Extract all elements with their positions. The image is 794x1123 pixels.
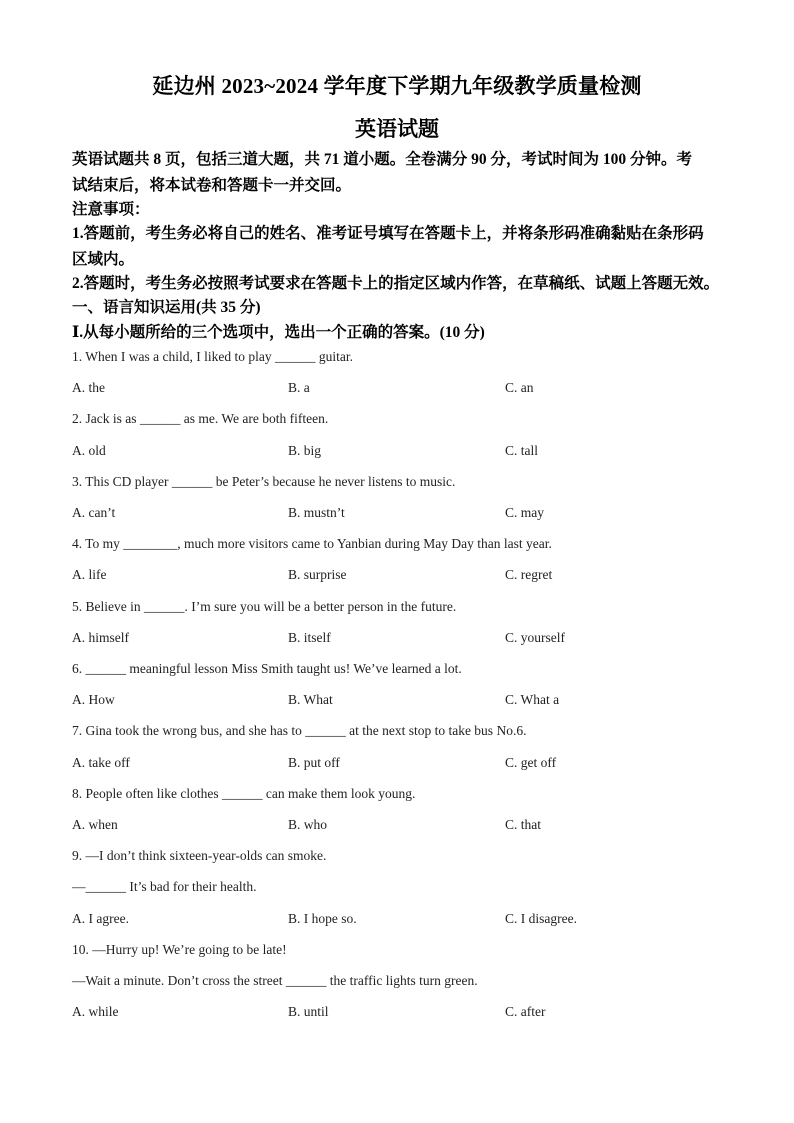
- option-c: C. regret: [505, 567, 553, 582]
- intro-text: 英语试题共 8 页，包括三道大题，共 71 道小题。全卷满分 90 分，考试时间为 100 分钟。考: [72, 151, 693, 168]
- option-a: A. can’t: [72, 505, 116, 520]
- option-a: A. I agree.: [72, 911, 129, 926]
- option-a: A. when: [72, 817, 118, 832]
- option-b: B. who: [288, 817, 328, 832]
- option-c: C. I disagree.: [505, 911, 577, 926]
- notice-item: 2.答题时，考生务必按照考试要求在答题卡上的指定区域内作答，在草稿纸、试题上答题无效。: [72, 275, 720, 292]
- option-c: C. tall: [505, 443, 538, 458]
- option-b: B. What: [288, 692, 333, 707]
- question-stem: 9. —I don’t think sixteen-year-olds can smoke.: [72, 848, 327, 863]
- option-b: B. a: [288, 380, 310, 395]
- option-b: B. itself: [288, 630, 331, 645]
- option-c: C. that: [505, 817, 541, 832]
- question-response: —______ It’s bad for their health.: [72, 879, 257, 894]
- question-stem: 3. This CD player ______ be Peter’s because he never listens to music.: [72, 474, 456, 489]
- option-c: C. yourself: [505, 630, 565, 645]
- option-b: B. put off: [288, 755, 340, 770]
- option-a: A. take off: [72, 755, 130, 770]
- option-a: A. How: [72, 692, 115, 707]
- notice-item: 1.答题前，考生务必将自己的姓名、准考证号填写在答题卡上，并将条形码准确黏贴在条形码: [72, 225, 704, 242]
- option-b: B. I hope so.: [288, 911, 357, 926]
- option-b: B. surprise: [288, 567, 347, 582]
- option-a: A. the: [72, 380, 105, 395]
- question-stem: 6. ______ meaningful lesson Miss Smith taught us! We’ve learned a lot.: [72, 661, 462, 676]
- option-b: B. big: [288, 443, 322, 458]
- option-a: A. himself: [72, 630, 129, 645]
- option-c: C. may: [505, 505, 544, 520]
- question-stem: 10. —Hurry up! We’re going to be late!: [72, 942, 287, 957]
- option-b: B. until: [288, 1004, 329, 1019]
- intro-text: 试结束后，将本试卷和答题卡一并交回。: [72, 177, 352, 194]
- notice-heading: 注意事项：: [72, 201, 150, 218]
- question-stem: 8. People often like clothes ______ can make them look young.: [72, 786, 416, 801]
- question-response: —Wait a minute. Don’t cross the street ______ the traffic lights turn green.: [72, 973, 478, 988]
- question-stem: 5. Believe in ______. I’m sure you will be a better person in the future.: [72, 599, 457, 614]
- option-a: A. old: [72, 443, 106, 458]
- question-stem: 4. To my ________, much more visitors came to Yanbian during May Day than last year.: [72, 536, 552, 551]
- question-stem: 7. Gina took the wrong bus, and she has to ______ at the next stop to take bus No.6.: [72, 723, 527, 738]
- exam-title: 延边州 2023~2024 学年度下学期九年级教学质量检测: [152, 74, 642, 98]
- exam-subtitle: 英语试题: [355, 117, 439, 141]
- option-a: A. while: [72, 1004, 119, 1019]
- option-c: C. after: [505, 1004, 546, 1019]
- section-heading: 一、语言知识运用(共 35 分): [72, 299, 261, 316]
- option-c: C. get off: [505, 755, 557, 770]
- question-stem: 1. When I was a child, I liked to play ______ guitar.: [72, 349, 353, 364]
- part-heading: Ⅰ.从每小题所给的三个选项中，选出一个正确的答案。(10 分): [72, 324, 485, 341]
- option-c: C. What a: [505, 692, 560, 707]
- question-stem: 2. Jack is as ______ as me. We are both fifteen.: [72, 411, 329, 426]
- option-c: C. an: [505, 380, 534, 395]
- option-b: B. mustn’t: [288, 505, 345, 520]
- option-a: A. life: [72, 567, 107, 582]
- notice-item: 区域内。: [72, 251, 135, 268]
